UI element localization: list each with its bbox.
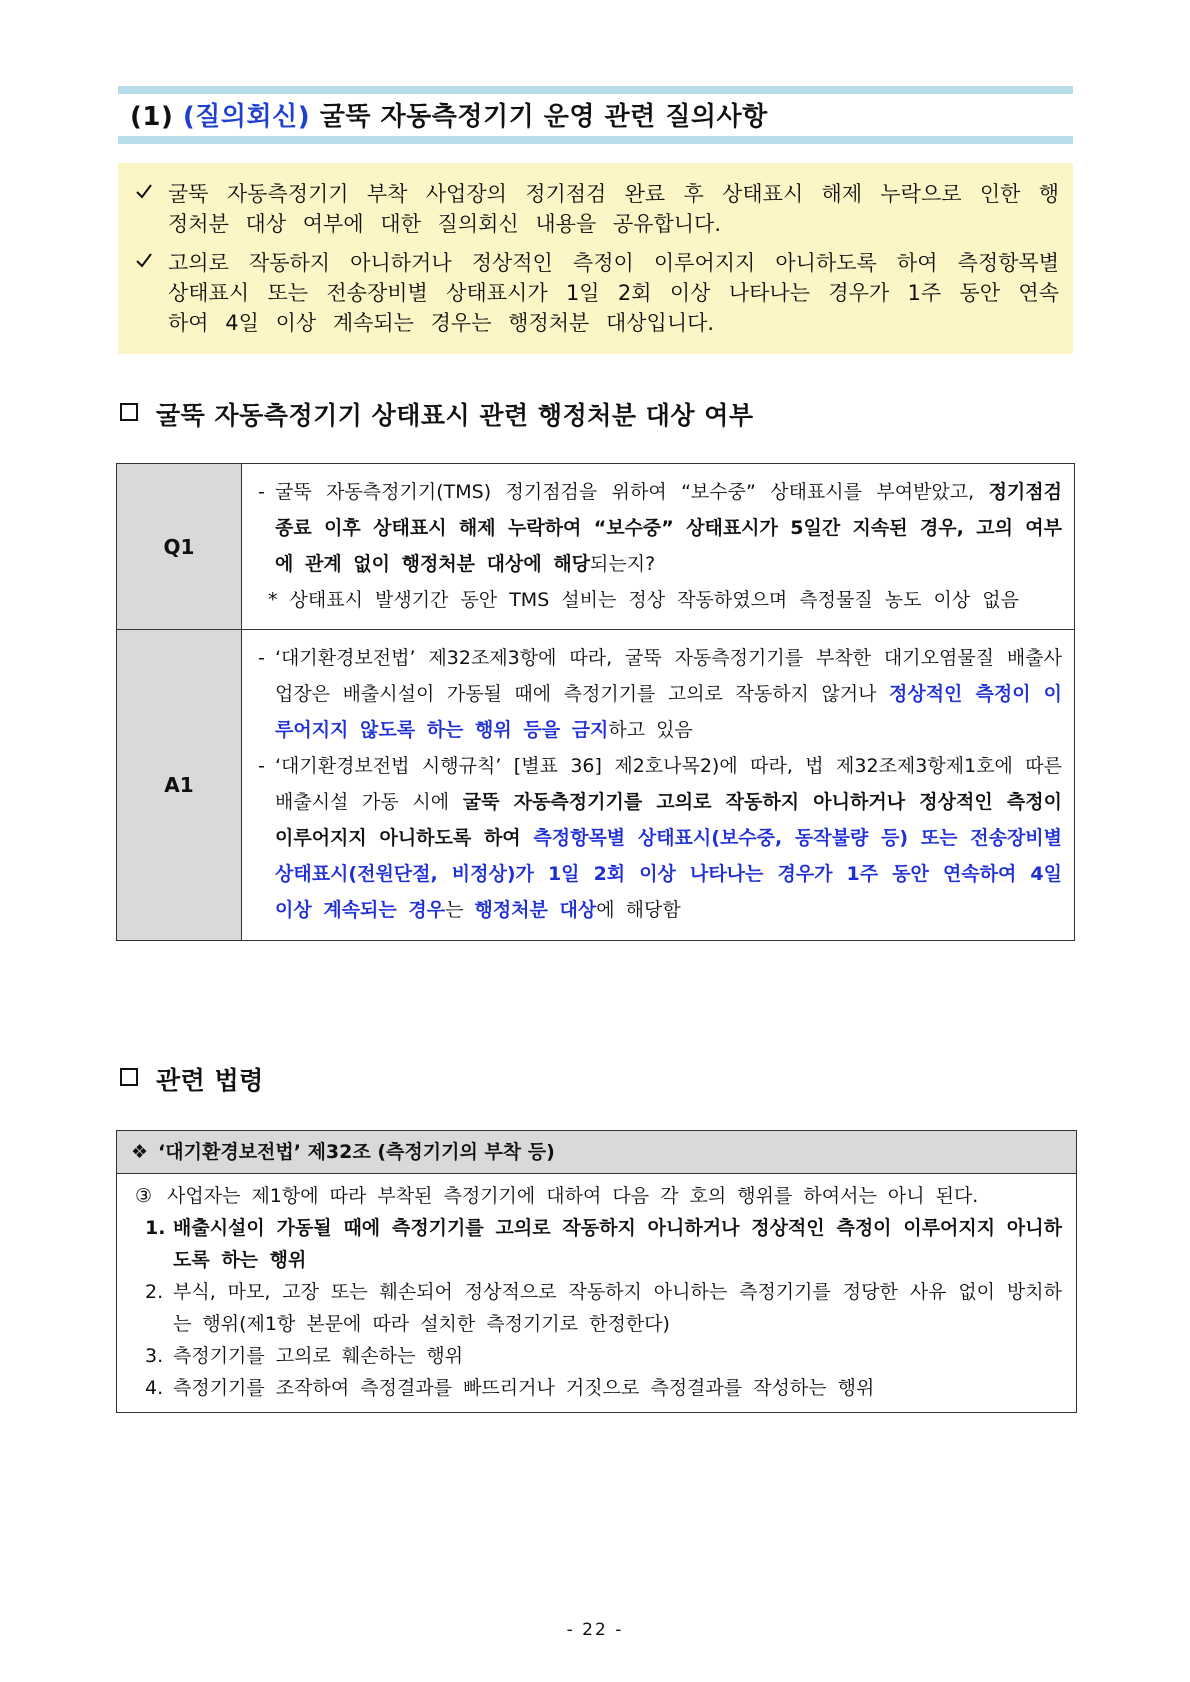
answer-highlight: 정상적인 측정이 이루어지지 않도록 하는 행위 등을 금지 xyxy=(275,683,1063,741)
title-number: (1) xyxy=(130,102,174,132)
answer-text-mid: 는 xyxy=(445,899,475,921)
law-intro-text: 사업자는 제1항에 따라 부착된 측정기기에 대하여 다음 각 호의 행위를 하여서는 아니 된다. xyxy=(167,1185,979,1207)
title-tag: (질의회신) xyxy=(182,102,311,132)
square-bullet-icon xyxy=(120,1068,138,1086)
summary-item xyxy=(134,248,1059,338)
answer-highlight: 측정항목별 상태표시(보수중, 동작불량 등) 또는 전송장비별 상태표시(전원단절, 비정상)가 1일 2회 이상 나타나는 경우가 1주 동안 연속하여 4일 이상 계속되는 경우 xyxy=(275,827,1062,921)
question-text-end: 되는지? xyxy=(590,552,656,575)
answer-cell xyxy=(242,630,1075,941)
question-label: Q1 xyxy=(117,464,242,630)
law-item-number: 2. xyxy=(145,1281,164,1303)
title-top-rule xyxy=(118,86,1073,94)
law-title: ‘대기환경보전법’ 제32조 (측정기기의 부착 등) xyxy=(158,1141,555,1163)
dash-bullet: - xyxy=(258,647,265,669)
dash-bullet: - xyxy=(258,480,265,503)
answer-text-end: 에 해당함 xyxy=(596,899,681,921)
section-heading-status xyxy=(120,396,754,432)
qa-table xyxy=(116,463,1075,941)
answer-highlight: 행정처분 대상 xyxy=(474,899,597,921)
answer-bold: 굴뚝 자동측정기기를 고의로 작동하지 아니하거나 정상적인 측정이 이루어지지 아니하도록 하여 xyxy=(275,791,1062,849)
summary-item-text: 고의로 작동하지 아니하거나 정상적인 측정이 이루어지지 아니하도록 하여 측정항목별 상태표시 또는 전송장비별 상태표시가 1일 2회 이상 나타나는 경우가 1주 동안 연속하여 4일 이상 계속되는 경우는 행정처분 대상입니다. xyxy=(168,251,1059,335)
summary-box xyxy=(118,163,1073,354)
dash-bullet: - xyxy=(258,755,265,777)
law-box xyxy=(116,1130,1077,1413)
question-text-part: 굴뚝 자동측정기기(TMS) 정기점검을 위하여 “보수중” 상태표시를 부여받았고, xyxy=(275,480,989,503)
answer-text: ‘대기환경보전법 시행규칙’ [별표 36] 제2호나목2)에 따라, 법 제32조제3항제1호에 따른 배출시설 가동 시에 xyxy=(275,755,1062,813)
summary-item-text: 굴뚝 자동측정기기 부착 사업장의 정기점검 완료 후 상태표시 해제 누락으로 인한 행정처분 대상 여부에 대한 질의회신 내용을 공유합니다. xyxy=(168,182,1059,236)
question-text-bold: 정기점검 종료 이후 상태표시 해제 누락하여 “보수중” 상태표시가 5일간 지속된 경우, 고의 여부에 관계 없이 행정처분 대상에 해당 xyxy=(275,480,1062,575)
law-heading xyxy=(117,1131,1076,1174)
section-heading-law xyxy=(120,1061,264,1097)
law-item xyxy=(145,1340,1062,1372)
law-item xyxy=(145,1276,1062,1340)
page-title xyxy=(130,96,768,133)
law-intro xyxy=(135,1180,1062,1212)
law-item-number: 1. xyxy=(145,1217,166,1239)
answer-para-1 xyxy=(254,640,1062,748)
answer-text: ‘대기환경보전법’ 제32조제3항에 따라, 굴뚝 자동측정기기를 부착한 대기오염물질 배출사업장은 배출시설이 가동될 때에 측정기기를 고의로 작동하지 않거나 xyxy=(275,647,1062,705)
checkmark-icon xyxy=(134,179,158,209)
section-title: 굴뚝 자동측정기기 상태표시 관련 행정처분 대상 여부 xyxy=(156,401,754,430)
law-item-text: 배출시설이 가동될 때에 측정기기를 고의로 작동하지 아니하거나 정상적인 측정이 이루어지지 아니하도록 하는 행위 xyxy=(173,1217,1062,1271)
law-item-number: 3. xyxy=(145,1345,164,1367)
checkmark-icon xyxy=(134,248,158,278)
law-item-text: 측정기기를 고의로 훼손하는 행위 xyxy=(173,1345,464,1367)
section-title: 관련 법령 xyxy=(156,1066,264,1095)
law-item-number: 4. xyxy=(145,1377,164,1399)
law-item-text: 측정기기를 조작하여 측정결과를 빠뜨리거나 거짓으로 측정결과를 작성하는 행위 xyxy=(173,1377,875,1399)
law-intro-number: ③ xyxy=(135,1185,153,1207)
answer-row xyxy=(117,630,1075,941)
answer-label: A1 xyxy=(117,630,242,941)
answer-para-2 xyxy=(254,748,1062,928)
question-text xyxy=(254,474,1062,582)
title-bottom-rule xyxy=(118,136,1073,144)
square-bullet-icon xyxy=(120,403,138,421)
question-note: * 상태표시 발생기간 동안 TMS 설비는 정상 작동하였으며 측정물질 농도 이상 없음 xyxy=(268,588,1019,611)
question-cell xyxy=(242,464,1075,630)
law-item-text: 부식, 마모, 고장 또는 훼손되어 정상적으로 작동하지 아니하는 측정기기를 정당한 사유 없이 방치하는 행위(제1항 본문에 따라 설치한 측정기기로 한정한다) xyxy=(173,1281,1062,1335)
question-row xyxy=(117,464,1075,630)
law-item xyxy=(145,1372,1062,1404)
summary-item xyxy=(134,179,1059,239)
law-item xyxy=(145,1212,1062,1276)
diamond-bullet-icon: ❖ xyxy=(131,1141,149,1163)
title-text: 굴뚝 자동측정기기 운영 관련 질의사항 xyxy=(319,102,768,132)
law-body xyxy=(117,1174,1076,1412)
answer-text-end: 하고 있음 xyxy=(608,719,693,741)
page-number: - 22 - xyxy=(566,1620,624,1640)
